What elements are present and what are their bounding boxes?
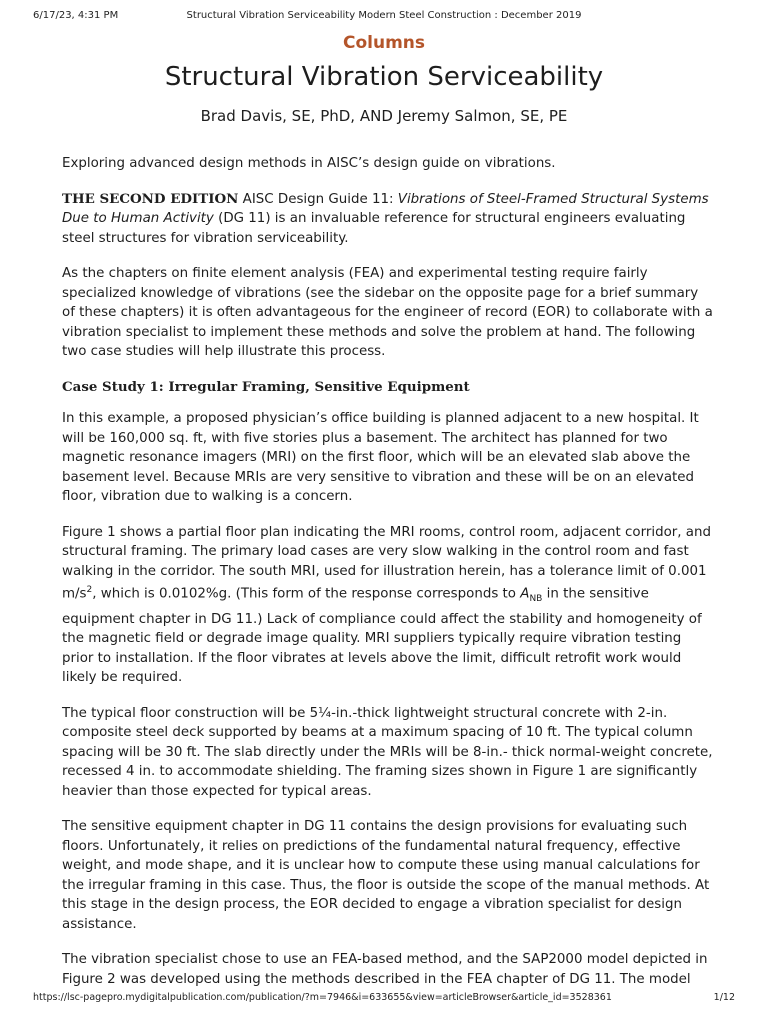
article-authors: Brad Davis, SE, PhD, AND Jeremy Salmon, SE, PE <box>200 107 568 125</box>
print-datetime: 6/17/23, 4:31 PM <box>33 10 119 21</box>
p1-text-b: (DG 11) is an invaluable reference for structural engineers evaluating steel structures for vibration serviceability. <box>62 211 686 246</box>
paragraph-1 <box>62 190 714 249</box>
section-label: Columns <box>342 33 426 53</box>
page-url: https://lsc-pagepro.mydigitalpublication.com/publication/?m=7946&i=633655&view=articleBrowser&article_id=3528361 <box>33 992 612 1003</box>
article-title: Structural Vibration Serviceability <box>164 62 604 92</box>
paragraph-4 <box>62 523 714 688</box>
paragraph-6: The sensitive equipment chapter in DG 11 contains the design provisions for evaluating such floors. Unfortunately, it relies on predictions of the fundamental natural frequency, effective weight, and mode shape, and it is unclear how to compute these using manual calculations for the irregular framing in this case. Thus, the floor is outside the scope of the manual methods. At this stage in the design process, the EOR decided to engage a vibration specialist for design assistance. <box>62 819 710 932</box>
print-header <box>33 10 735 24</box>
p4-part-a: Figure 1 shows a partial floor plan indicating the MRI rooms, control room, adjacent corridor, and structural framing. The primary load cases are very slow walking in the control room and fast walking in the corridor. The south MRI, used for illustration herein, has a tolerance limit of 0.001 m/s <box>62 524 711 602</box>
superscript: 2 <box>86 585 93 595</box>
print-footer <box>33 992 735 1006</box>
paragraph-3: In this example, a proposed physician’s office building is planned adjacent to a new hospital. It will be 160,000 sq. ft, with five stories plus a basement. The architect has planned for two magnetic resonance imagers (MRI) on the first floor, which will be an elevated slab above the basement level. Because MRIs are very sensitive to vibration and these will be on an elevated floor, vibration due to walking is a concern. <box>62 411 699 504</box>
subscript-nb: NB <box>529 594 543 605</box>
paragraph-7: The vibration specialist chose to use an FEA-based method, and the SAP2000 model depicted in Figure 2 was developed using the methods described in the FEA chapter of DG 11. The model <box>62 952 708 987</box>
case-study-heading: Case Study 1: Irregular Framing, Sensitive Equipment <box>62 378 470 395</box>
variable-a: A <box>520 586 530 602</box>
intro-paragraph: Exploring advanced design methods in AISC’s design guide on vibrations. <box>62 156 556 171</box>
print-page-title: Structural Vibration Serviceability Modern Steel Construction : December 2019 <box>186 10 582 21</box>
paragraph-5: The typical floor construction will be 5¼-in.-thick lightweight structural concrete with 2-in. composite steel deck supported by beams at a maximum spacing of 10 ft. The typical column spacing will be 30 ft. The slab directly under the MRIs will be 8-in.- thick normal-weight concrete, recessed 4 in. to accommodate shielding. The framing sizes shown in Figure 1 are significantly heavier than those expected for typical areas. <box>62 705 713 799</box>
p1-text-a: AISC Design Guide 11: <box>238 191 398 207</box>
lead-in: THE SECOND EDITION <box>62 190 239 207</box>
paragraph-2: As the chapters on finite element analysis (FEA) and experimental testing require fairly specialized knowledge of vibrations (see the sidebar on the opposite page for a brief summary of these chapters) it is often advantageous for the engineer of record (EOR) to collaborate with a vibration specialist to implement these methods and solve the problem at hand. The following two case studies will help illustrate this process. <box>62 266 713 359</box>
p4-part-c: in the sensitive equipment chapter in DG 11.) Lack of compliance could affect the stability and homogeneity of the magnetic field or degrade image quality. MRI suppliers typically require vibration testing prior to installation. If the floor vibrates at levels above the limit, difficult retrofit work would likely be required. <box>62 586 702 686</box>
guide-title-italic: Vibrations of Steel-Framed Structural Systems Due to Human Activity <box>62 191 709 226</box>
p4-part-b: , which is 0.0102%g. (This form of the response corresponds to <box>92 586 521 602</box>
article-body <box>62 154 714 1005</box>
page-number: 1/12 <box>713 992 735 1003</box>
